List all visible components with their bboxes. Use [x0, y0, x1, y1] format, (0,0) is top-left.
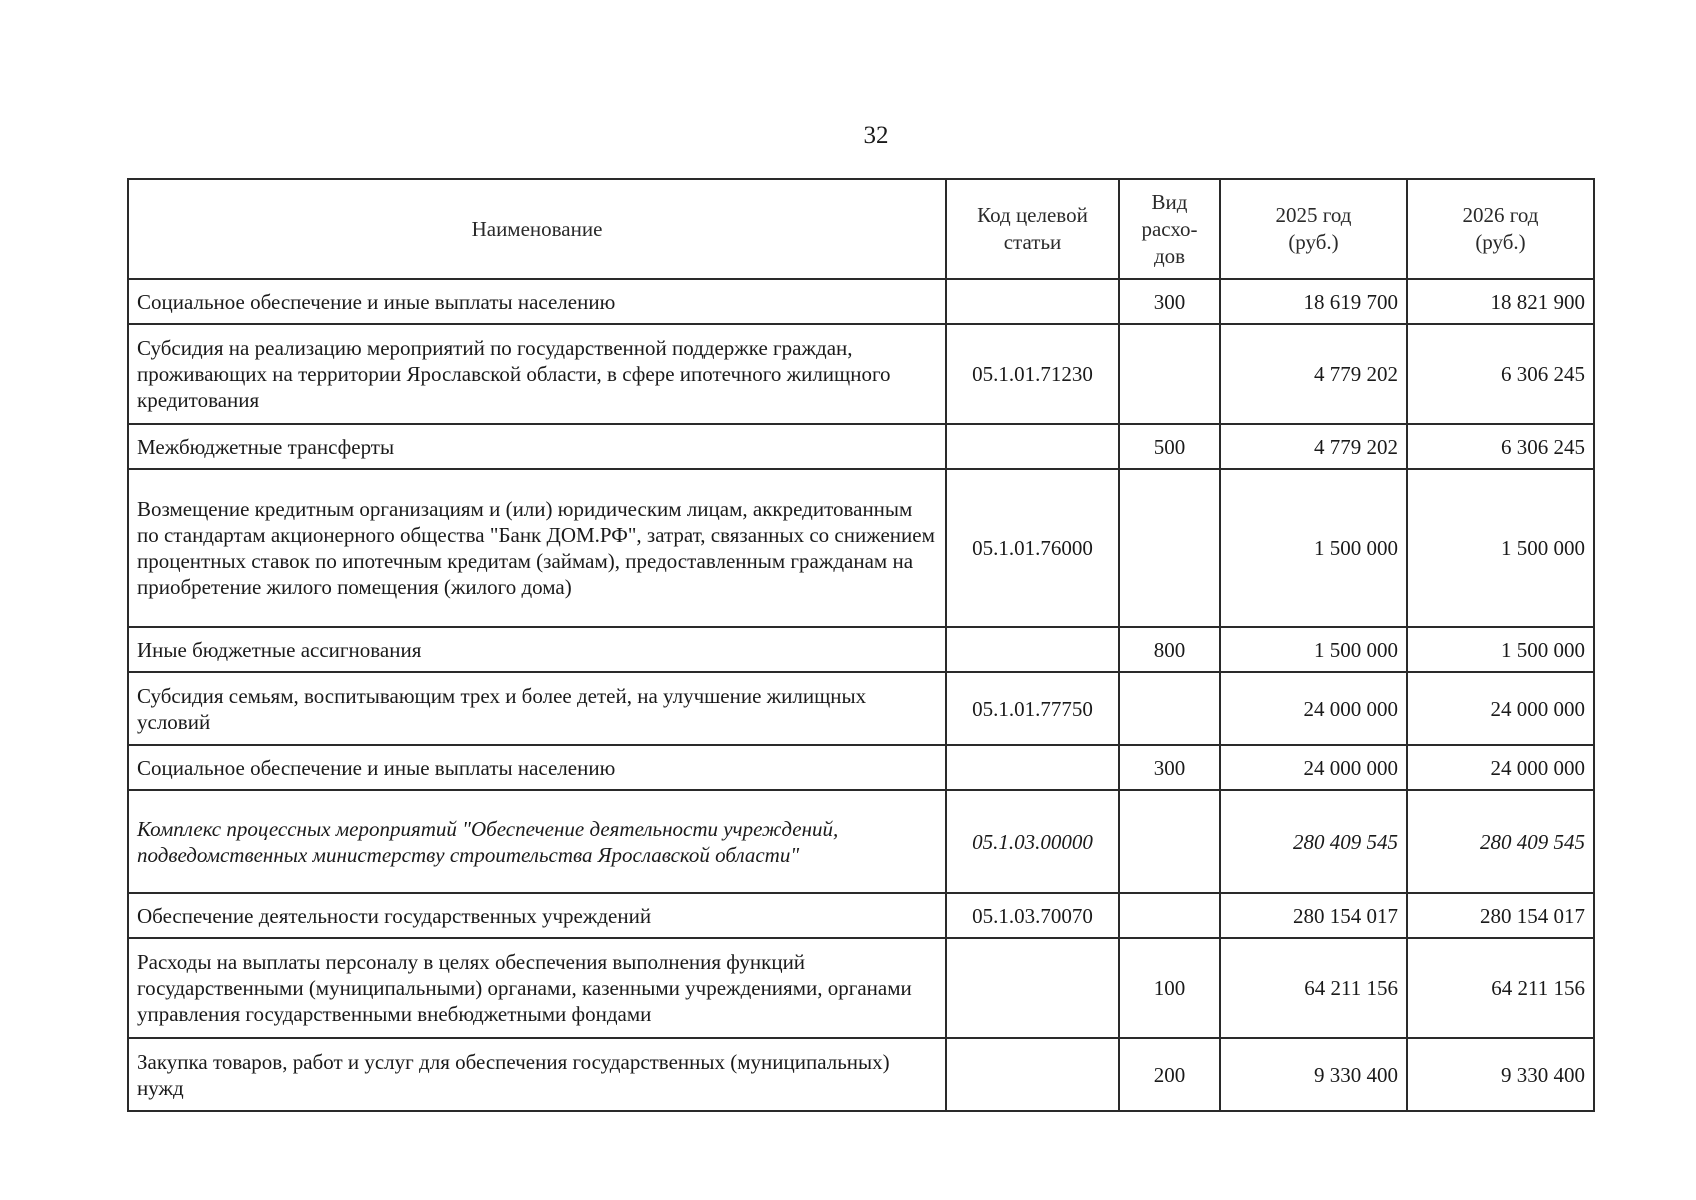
header-code: Код целевой статьи [946, 179, 1119, 279]
row-name: Закупка товаров, работ и услуг для обеспечения государственных (муниципальных) нужд [128, 1038, 946, 1111]
row-name: Социальное обеспечение и иные выплаты населению [128, 745, 946, 790]
row-2026: 280 154 017 [1407, 893, 1594, 938]
row-type: 100 [1119, 938, 1220, 1038]
row-code [946, 424, 1119, 469]
row-code [946, 627, 1119, 672]
row-2025: 64 211 156 [1220, 938, 1407, 1038]
row-type [1119, 469, 1220, 627]
row-name: Социальное обеспечение и иные выплаты населению [128, 279, 946, 324]
row-name: Расходы на выплаты персоналу в целях обеспечения выполнения функций государственными (муниципальными) органами, казенными учреждениями, органами управления государственными внебюджетными фондами [128, 938, 946, 1038]
row-2026: 64 211 156 [1407, 938, 1594, 1038]
table-row [128, 424, 1594, 469]
table-row [128, 938, 1594, 1038]
row-type [1119, 672, 1220, 745]
row-code [946, 1038, 1119, 1111]
row-2026: 280 409 545 [1407, 790, 1594, 893]
row-code: 05.1.01.76000 [946, 469, 1119, 627]
row-code: 05.1.01.71230 [946, 324, 1119, 424]
row-code: 05.1.03.70070 [946, 893, 1119, 938]
row-2026: 1 500 000 [1407, 627, 1594, 672]
row-type: 300 [1119, 745, 1220, 790]
row-type: 800 [1119, 627, 1220, 672]
table-row [128, 627, 1594, 672]
table-header-row [128, 179, 1594, 279]
row-type [1119, 324, 1220, 424]
row-name: Возмещение кредитным организациям и (или) юридическим лицам, аккредитованным по стандартам акционерного общества "Банк ДОМ.РФ", затрат, связанных со снижением процентных ставок по ипотечным кредитам (займам), предоставленным гражданам на приобретение жилого помещения (жилого дома) [128, 469, 946, 627]
row-2025: 1 500 000 [1220, 627, 1407, 672]
row-2025: 9 330 400 [1220, 1038, 1407, 1111]
table-row [128, 1038, 1594, 1111]
header-2026: 2026 год (руб.) [1407, 179, 1594, 279]
row-2026: 18 821 900 [1407, 279, 1594, 324]
row-2026: 9 330 400 [1407, 1038, 1594, 1111]
row-name: Обеспечение деятельности государственных учреждений [128, 893, 946, 938]
row-code [946, 279, 1119, 324]
row-code [946, 745, 1119, 790]
row-name: Комплекс процессных мероприятий "Обеспечение деятельности учреждений, подведомственных министерству строительства Ярославской области" [128, 790, 946, 893]
header-type: Вид расхо- дов [1119, 179, 1220, 279]
row-name: Субсидия семьям, воспитывающим трех и более детей, на улучшение жилищных условий [128, 672, 946, 745]
row-2025: 24 000 000 [1220, 672, 1407, 745]
table-row [128, 469, 1594, 627]
table-row [128, 790, 1594, 893]
table-row [128, 672, 1594, 745]
row-2025: 24 000 000 [1220, 745, 1407, 790]
row-2026: 1 500 000 [1407, 469, 1594, 627]
row-name: Субсидия на реализацию мероприятий по государственной поддержке граждан, проживающих на территории Ярославской области, в сфере ипотечного жилищного кредитования [128, 324, 946, 424]
page-number: 32 [863, 122, 889, 149]
row-type: 200 [1119, 1038, 1220, 1111]
row-2025: 4 779 202 [1220, 324, 1407, 424]
row-name: Иные бюджетные ассигнования [128, 627, 946, 672]
table-row [128, 279, 1594, 324]
row-2025: 1 500 000 [1220, 469, 1407, 627]
budget-table [127, 178, 1595, 1112]
table-row [128, 893, 1594, 938]
row-type: 300 [1119, 279, 1220, 324]
table-row [128, 745, 1594, 790]
row-code: 05.1.01.77750 [946, 672, 1119, 745]
row-2026: 6 306 245 [1407, 424, 1594, 469]
row-2025: 18 619 700 [1220, 279, 1407, 324]
row-type [1119, 893, 1220, 938]
table-row [128, 324, 1594, 424]
header-name: Наименование [128, 179, 946, 279]
row-type: 500 [1119, 424, 1220, 469]
row-2026: 24 000 000 [1407, 672, 1594, 745]
row-code [946, 938, 1119, 1038]
row-name: Межбюджетные трансферты [128, 424, 946, 469]
row-2025: 280 154 017 [1220, 893, 1407, 938]
row-code: 05.1.03.00000 [946, 790, 1119, 893]
row-type [1119, 790, 1220, 893]
row-2026: 24 000 000 [1407, 745, 1594, 790]
row-2025: 280 409 545 [1220, 790, 1407, 893]
row-2026: 6 306 245 [1407, 324, 1594, 424]
row-2025: 4 779 202 [1220, 424, 1407, 469]
header-2025: 2025 год (руб.) [1220, 179, 1407, 279]
